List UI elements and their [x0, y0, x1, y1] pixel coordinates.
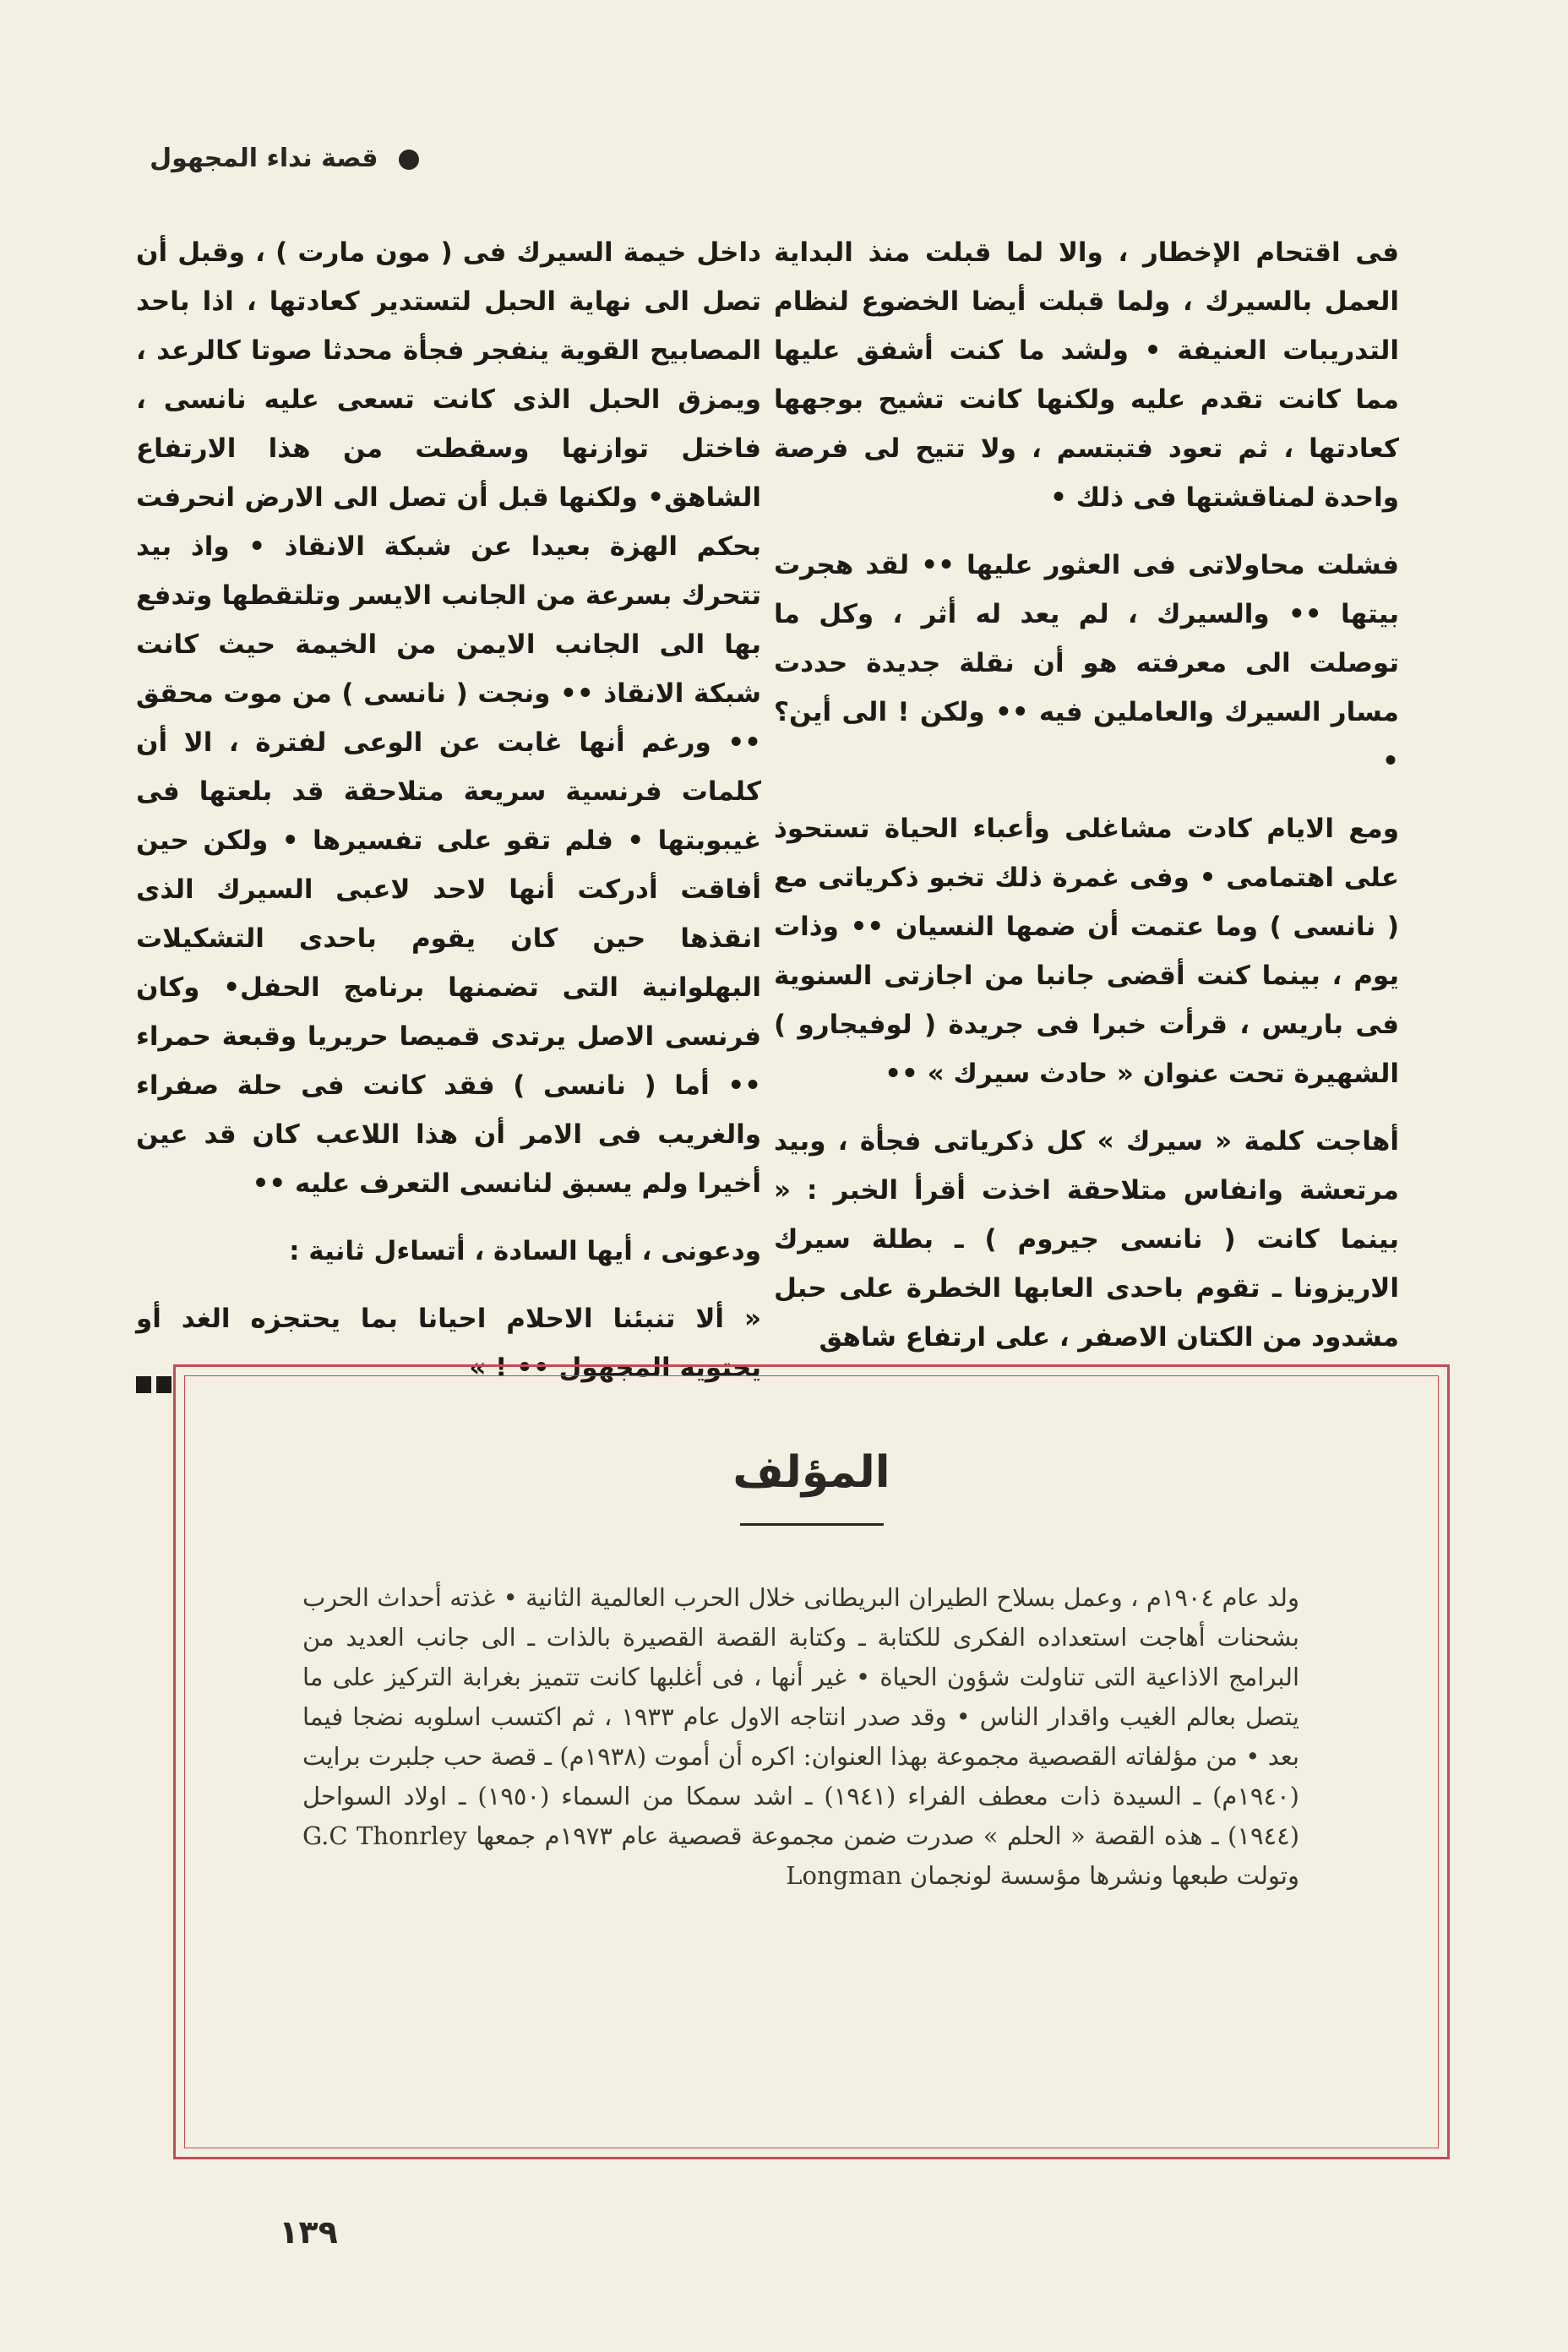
author-title: المؤلف: [732, 1447, 890, 1498]
bio-paragraph: ولد عام ١٩٠٤م ، وعمل بسلاح الطيران البريطانى خلال الحرب العالمية الثانية • غذته أحداث الحرب بشحنات أهاجت استعداده الفكرى للكتابة ـ وكتابة القصة القصيرة بالذات ـ الى جانب العديد من البرامج الاذاعية التى تناولت شؤون الحياة • غير أنها ، فى أغلبها كانت تتميز بغرابة التركيز على ما يتصل بعالم الغيب واقدار الناس • وقد صدر انتاجه الاول عام ١٩٣٣ ، ثم اكتسب اسلوبه نضجا فيما بعد • من مؤلفاته القصصية مجموعة بهذا العنوان: اكره أن أموت (١٩٣٨م) ـ قصة حب جلبرت برايت (١٩٤٠م) ـ السيدة ذات معطف الفراء (١٩٤١) ـ اشد سمكا من السماء (١٩٥٠) ـ اولاد السواحل (١٩٤٤) ـ هذه القصة « الحلم » صدرت ضمن مجموعة قصصية عام ١٩٧٣م جمعها G.C Thonrley وتولت طبعها ونشرها مؤسسة لونجمان Longman: [302, 1583, 1300, 1890]
text-column-right: [774, 228, 1399, 1380]
running-head-title: قصة نداء المجهول: [150, 144, 378, 173]
text-column-left: [136, 228, 761, 1411]
author-bio-box: [173, 1364, 1450, 2159]
closing-quote: « ألا تنبئنا الاحلام احيانا بما يحتجزه الغد أو يحتويه المجهول •• ! »: [136, 1304, 761, 1383]
author-bio-text: [302, 1578, 1299, 1896]
end-of-story-mark: [136, 1358, 177, 1407]
paragraph: ودعونى ، أيها السادة ، أتساءل ثانية :: [289, 1236, 761, 1266]
paragraph: ومع الايام كادت مشاغلى وأعباء الحياة تستحوذ على اهتمامى • وفى غمرة ذلك تخبو ذكرياتى مع ( نانسى ) وما عتمت أن ضمها النسيان •• وذات يوم ، بينما كنت أقضى جانبا من اجازتى السنوية فى باريس ، قرأت خبرا فى جريدة ( لوفيجارو ) الشهيرة تحت عنوان « حادث سيرك » ••: [774, 814, 1399, 1089]
paragraph: داخل خيمة السيرك فى ( مون مارت ) ، وقبل أن تصل الى نهاية الحبل لتستدير كعادتها ، اذا باحد المصابيح القوية ينفجر فجأة محدثا صوتا كالرعد ، ويمزق الحبل الذى كانت تسعى عليه نانسى ، فاختل توازنها وسقطت من هذا الارتفاع الشاهق• ولكنها قبل أن تصل الى الارض انحرفت بحكم الهزة بعيدا عن شبكة الانقاذ • واذ بيد تتحرك بسرعة من الجانب الايسر وتلتقطها وتدفع بها الى الجانب الايمن من الخيمة حيث كانت شبكة الانقاذ •• ونجت ( نانسى ) من موت محقق •• ورغم أنها غابت عن الوعى لفترة ، الا أن كلمات فرنسية سريعة متلاحقة قد بلعتها فى غيبوبتها • فلم تقو على تفسيرها • ولكن حين أفاقت أدركت أنها لاحد لاعبى السيرك الذى انقذها حين كان يقوم باحدى التشكيلات البهلوانية التى تضمنها برنامج الحفل• وكان فرنسى الاصل يرتدى قميصا حريريا وقبعة حمراء •• أما ( نانسى ) فقد كانت فى حلة صفراء والغريب فى الامر أن هذا اللاعب كان قد عين أخيرا ولم يسبق لنانسى التعرف عليه ••: [136, 237, 761, 1199]
paragraph: أهاجت كلمة « سيرك » كل ذكرياتى فجأة ، وبيد مرتعشة وانفاس متلاحقة اخذت أقرأ الخبر : « بينما كانت ( نانسى جيروم ) ـ بطلة سيرك الاريزونا ـ تقوم باحدى العابها الخطرة على حبل مشدود من الكتان الاصفر ، على ارتفاع شاهق: [774, 1126, 1399, 1353]
title-underline: [740, 1523, 884, 1526]
paragraph: فشلت محاولاتى فى العثور عليها •• لقد هجرت بيتها •• والسيرك ، لم يعد له أثر ، وكل ما توصلت الى معرفته هو أن نقلة جديدة حددت مسار السيرك والعاملين فيه •• ولكن ! الى أين؟•: [774, 550, 1399, 776]
paragraph: فى اقتحام الإخطار ، والا لما قبلت منذ البداية العمل بالسيرك ، ولما قبلت أيضا الخضوع لنظام التدريبات العنيفة • ولشد ما كنت أشفق عليها مما كانت تقدم عليه ولكنها كانت تشيح بوجهها كعادتها ، ثم تعود فتبتسم ، ولا تتيح لى فرصة واحدة لمناقشتها فى ذلك •: [774, 237, 1399, 513]
end-square-icon: [156, 1376, 172, 1393]
bullet-icon: [399, 150, 419, 170]
running-head: [30, 144, 419, 173]
end-square-icon: [136, 1376, 151, 1393]
page-number: ١٣٩: [279, 2213, 338, 2251]
